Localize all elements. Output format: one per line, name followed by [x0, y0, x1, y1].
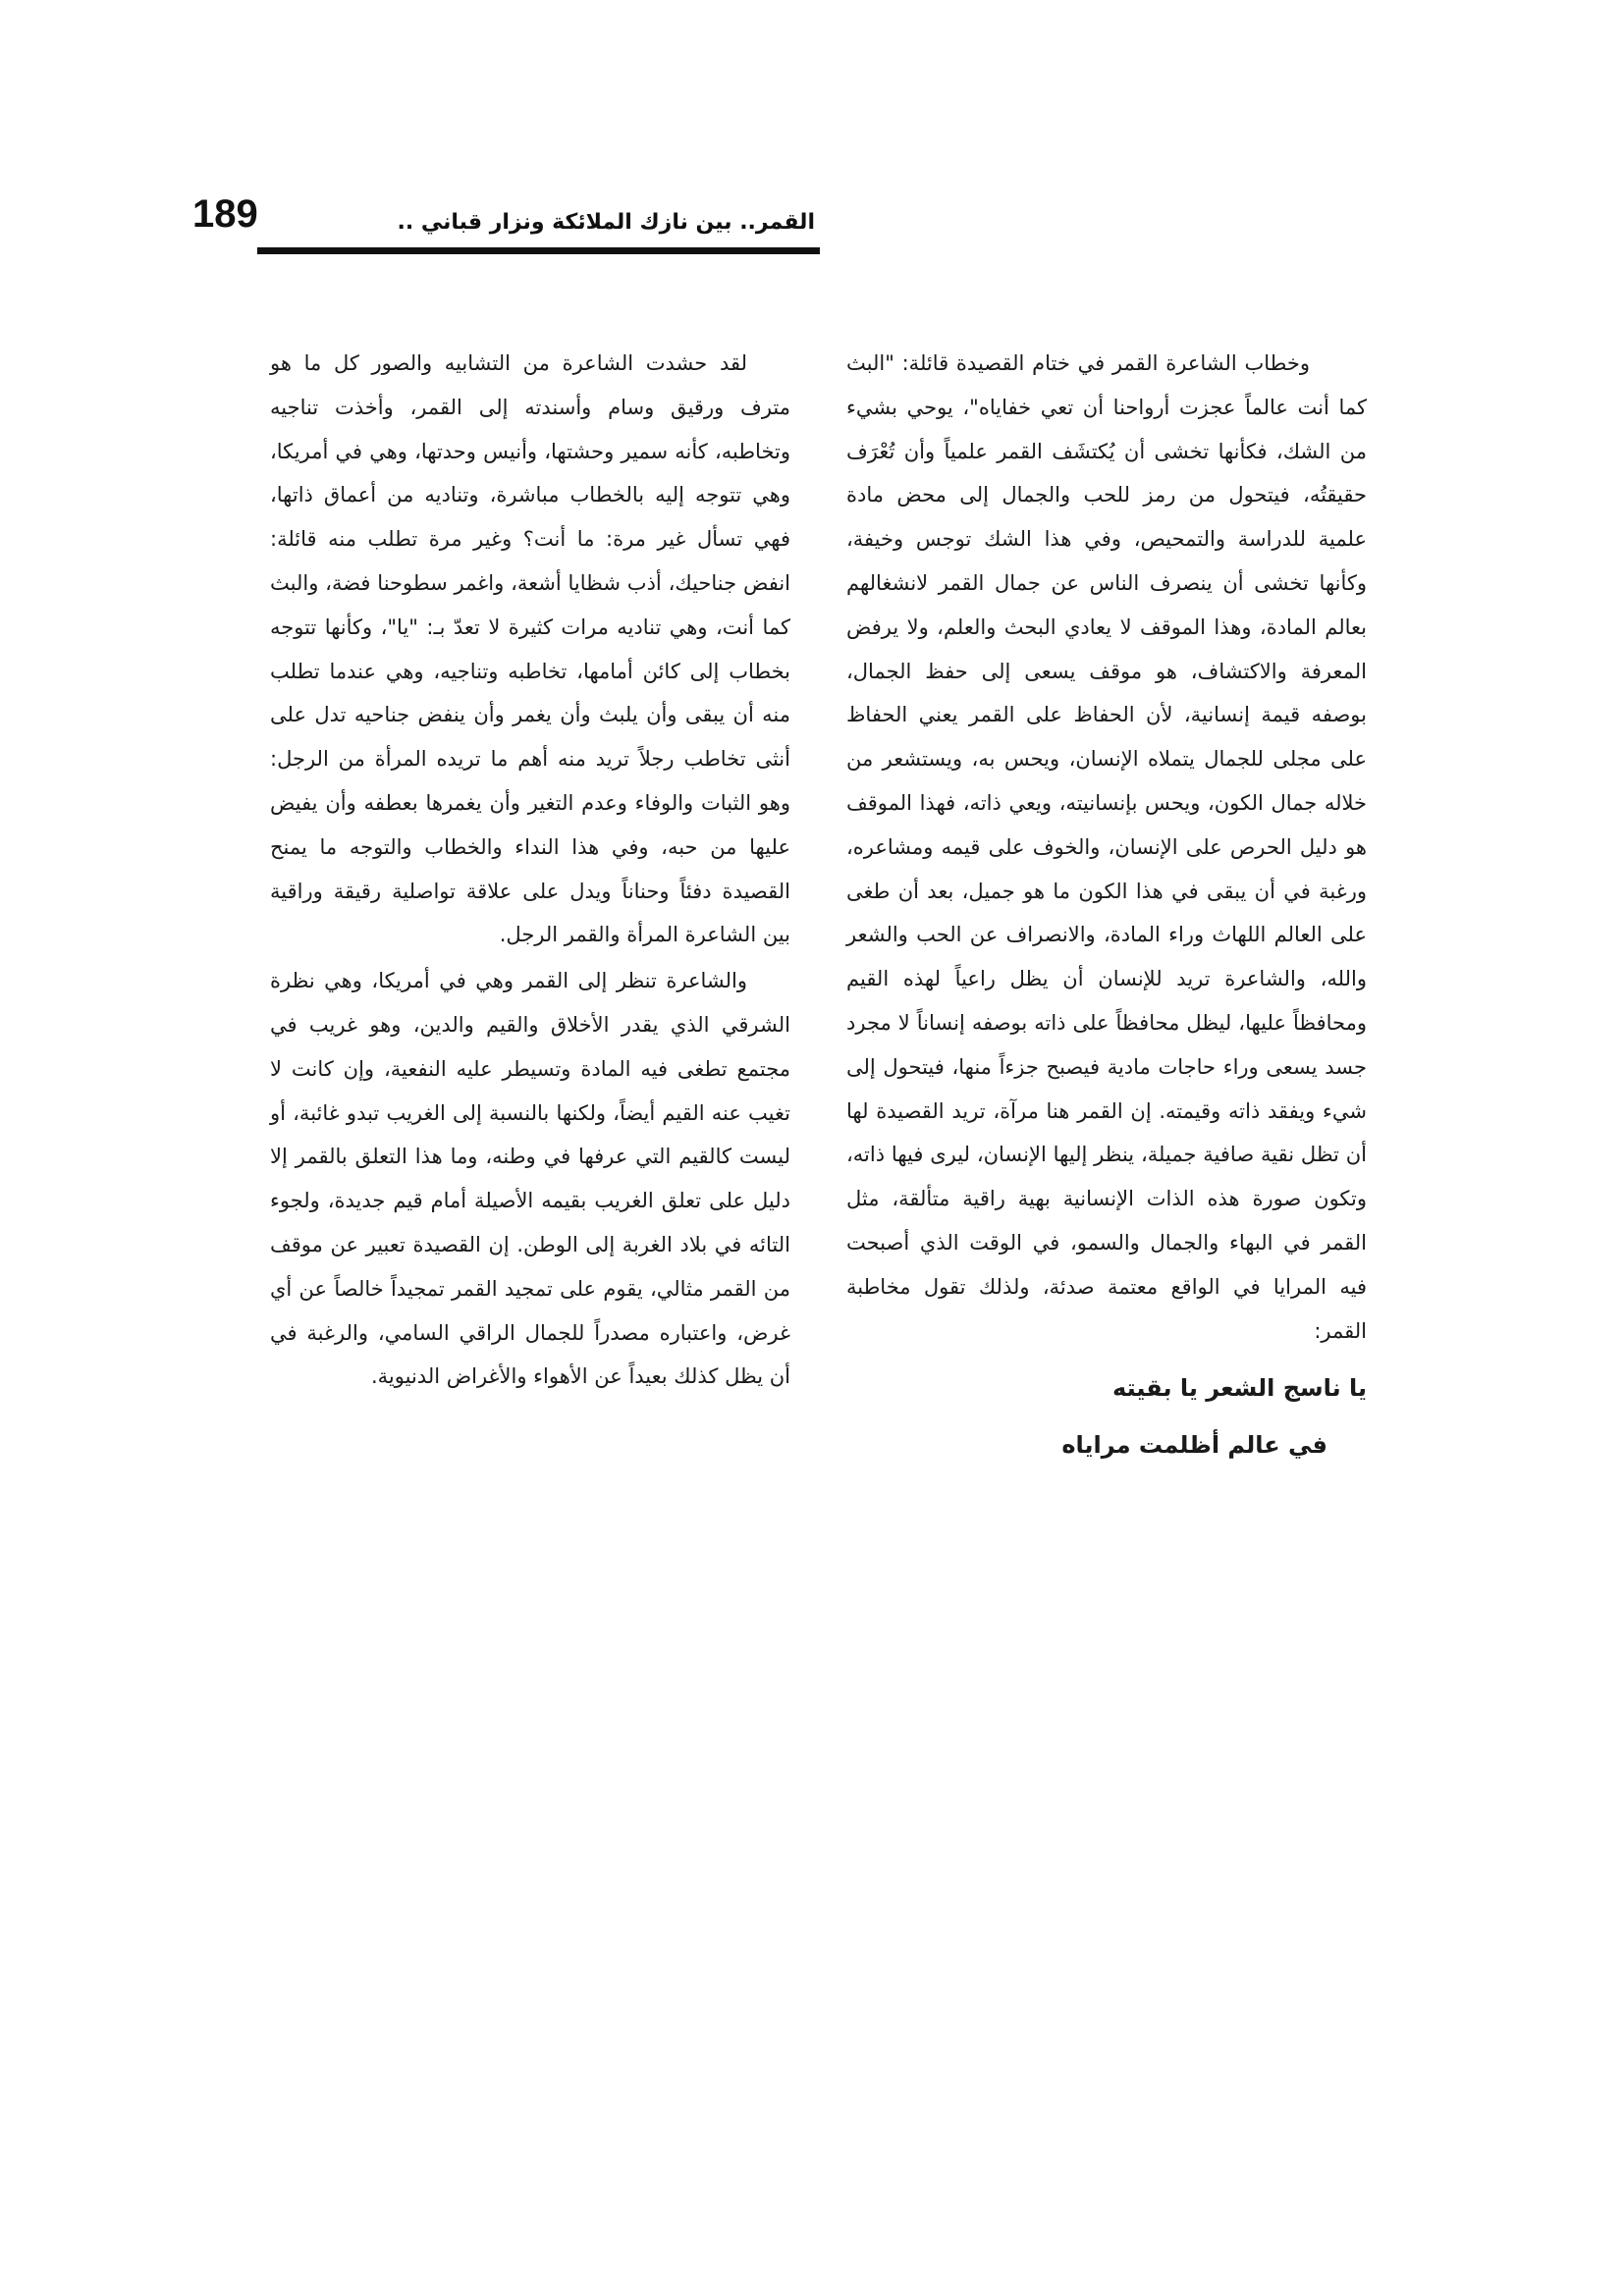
verse-line-2: في عالم أظلمت مراياه	[1061, 1431, 1327, 1460]
left-column	[270, 342, 790, 1401]
verse-line-1: يا ناسج الشعر يا بقيته	[1112, 1374, 1367, 1403]
page-number: 189	[192, 192, 258, 236]
left-column-paragraph-2: والشاعرة تنظر إلى القمر وهي في أمريكا، وهي نظرة الشرقي الذي يقدر الأخلاق والقيم والدين، وهو غريب في مجتمع تطغى فيه المادة وتسيطر عليه النفعية، وإن كانت لا تغيب عنه القيم أيضاً، ولكنها بالنسبة إلى الغريب تبدو غائبة، أو ليست كالقيم التي عرفها في وطنه، وما هذا التعلق بالقمر إلا دليل على تعلق الغريب بقيمه الأصيلة أمام قيم جديدة، ولجوء التائه في بلاد الغربة إلى الوطن. إن القصيدة تعبير عن موقف من القمر مثالي، يقوم على تمجيد القمر تمجيداً خالصاً عن أي غرض، واعتباره مصدراً للجمال الراقي السامي، والرغبة في أن يظل كذلك بعيداً عن الأهواء والأغراض الدنيوية.	[270, 969, 790, 1389]
right-column	[846, 342, 1367, 1468]
header-rule	[257, 247, 820, 254]
running-header-title: القمر.. بين نازك الملائكة ونزار قباني ..	[397, 210, 815, 235]
left-column-paragraph-1: لقد حشدت الشاعرة من التشابيه والصور كل ما هو مترف ورقيق وسام وأسندته إلى القمر، وأخذت تناجيه وتخاطبه، كأنه سمير وحشتها، وأنيس وحدتها، وهي في أمريكا، وهي تتوجه إليه بالخطاب مباشرة، وتناديه من أعماق ذاتها، فهي تسأل غير مرة: ما أنت؟ وغير مرة تطلب منه قائلة: انفض جناحيك، أذب شظايا أشعة، واغمر سطوحنا فضة، والبث كما أنت، وهي تناديه مرات كثيرة لا تعدّ بـ: "يا"، وكأنها تتوجه بخطاب إلى كائن أمامها، تخاطبه وتناجيه، وهي عندما تطلب منه أن يبقى وأن يلبث وأن يغمر وأن ينفض جناحيه تدل على أنثى تخاطب رجلاً تريد منه أهم ما تريده المرأة من الرجل: وهو الثبات والوفاء وعدم التغير وأن يغمرها بعطفه وأن يفيض عليها من حبه، وفي هذا النداء والخطاب والتوجه ما يمنح القصيدة دفئاً وحناناً ويدل على علاقة تواصلية رقيقة وراقية بين الشاعرة المرأة والقمر الرجل.	[270, 351, 790, 947]
right-column-paragraph: وخطاب الشاعرة القمر في ختام القصيدة قائلة: "البث كما أنت عالماً عجزت أرواحنا أن تعي خفاياه"، يوحي بشيء من الشك، فكأنها تخشى أن يُكتشَف القمر علمياً وأن تُعْرَف حقيقتُه، فيتحول من رمز للحب والجمال إلى محض مادة علمية للدراسة والتمحيص، وفي هذا الشك توجس وخيفة، وكأنها تخشى أن ينصرف الناس عن جمال القمر لانشغالهم بعالم المادة، وهذا الموقف لا يعادي البحث والعلم، ولا يرفض المعرفة والاكتشاف، هو موقف يسعى إلى حفظ الجمال، بوصفه قيمة إنسانية، لأن الحفاظ على القمر يعني الحفاظ على مجلى للجمال يتملاه الإنسان، ويحس به، ويستشعر من خلاله جمال الكون، ويحس بإنسانيته، ويعي ذاته، فهذا الموقف هو دليل الحرص على الإنسان، والخوف على قيمه ومشاعره، ورغبة في أن يبقى في هذا الكون ما هو جميل، بعد أن طغى على العالم اللهاث وراء المادة، والانصراف عن الحب والشعر والله، والشاعرة تريد للإنسان أن يظل راعياً لهذه القيم ومحافظاً عليها، ليظل محافظاً على ذاته بوصفه إنساناً لا مجرد جسد يسعى وراء حاجات مادية فيصبح جزءاً منها، فيتحول إلى شيء ويفقد ذاته وقيمته. إن القمر هنا مرآة، تريد القصيدة لها أن تظل نقية صافية جميلة، ينظر إليها الإنسان، ليرى فيها ذاته، وتكون صورة هذه الذات الإنسانية بهية راقية متألقة، مثل القمر في البهاء والجمال والسمو، في الوقت الذي أصبحت فيه المرايا في الواقع معتمة صدئة، ولذلك تقول مخاطبة القمر:	[846, 351, 1367, 1343]
